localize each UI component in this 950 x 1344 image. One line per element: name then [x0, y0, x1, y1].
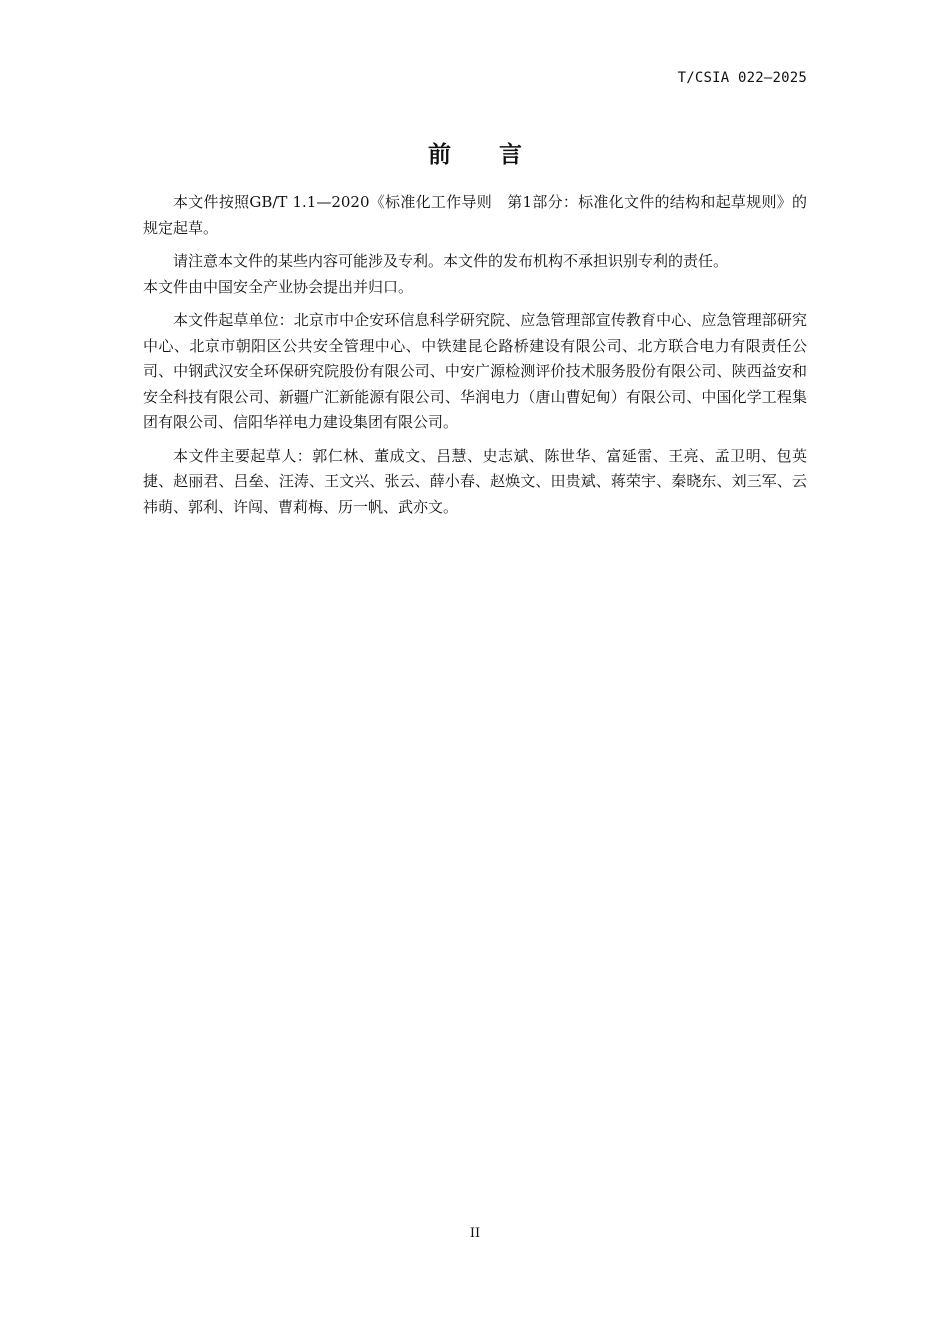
foreword-body: [143, 190, 807, 520]
patent-notice-paragraph: 请注意本文件的某些内容可能涉及专利。本文件的发布机构不承担识别专利的责任。: [173, 252, 729, 270]
drafting-units-paragraph: 本文件起草单位：北京市中企安环信息科学研究院、应急管理部宣传教育中心、应急管理部研究中心、北京市朝阳区公共安全管理中心、中铁建昆仑路桥建设有限公司、北方联合电力有限责任公司、中钢武汉安全环保研究院股份有限公司、中安广源检测评价技术服务股份有限公司、陕西益安和安全科技有限公司、新疆广汇新能源有限公司、华润电力（唐山曹妃甸）有限公司、中国化学工程集团有限公司、信阳华祥电力建设集团有限公司。: [143, 311, 807, 431]
page-title: 前 言: [427, 142, 542, 168]
document-code: T/CSIA 022—2025: [677, 70, 807, 86]
page-number: II: [469, 1226, 481, 1241]
drafting-rules-paragraph: 本文件按照GB/T 1.1—2020《标准化工作导则 第1部分：标准化文件的结构和起草规则》的规定起草。: [143, 193, 807, 237]
proposer-paragraph: 本文件由中国安全产业协会提出并归口。: [143, 277, 414, 296]
drafters-paragraph: 本文件主要起草人：郭仁林、董成文、吕慧、史志斌、陈世华、富延雷、王亮、孟卫明、包英捷、赵丽君、吕垒、汪涛、王文兴、张云、薛小春、赵焕文、田贵斌、蒋荣宇、秦晓东、刘三军、云祎萌、郭利、许闯、曹莉梅、历一帆、武亦文。: [143, 446, 807, 516]
